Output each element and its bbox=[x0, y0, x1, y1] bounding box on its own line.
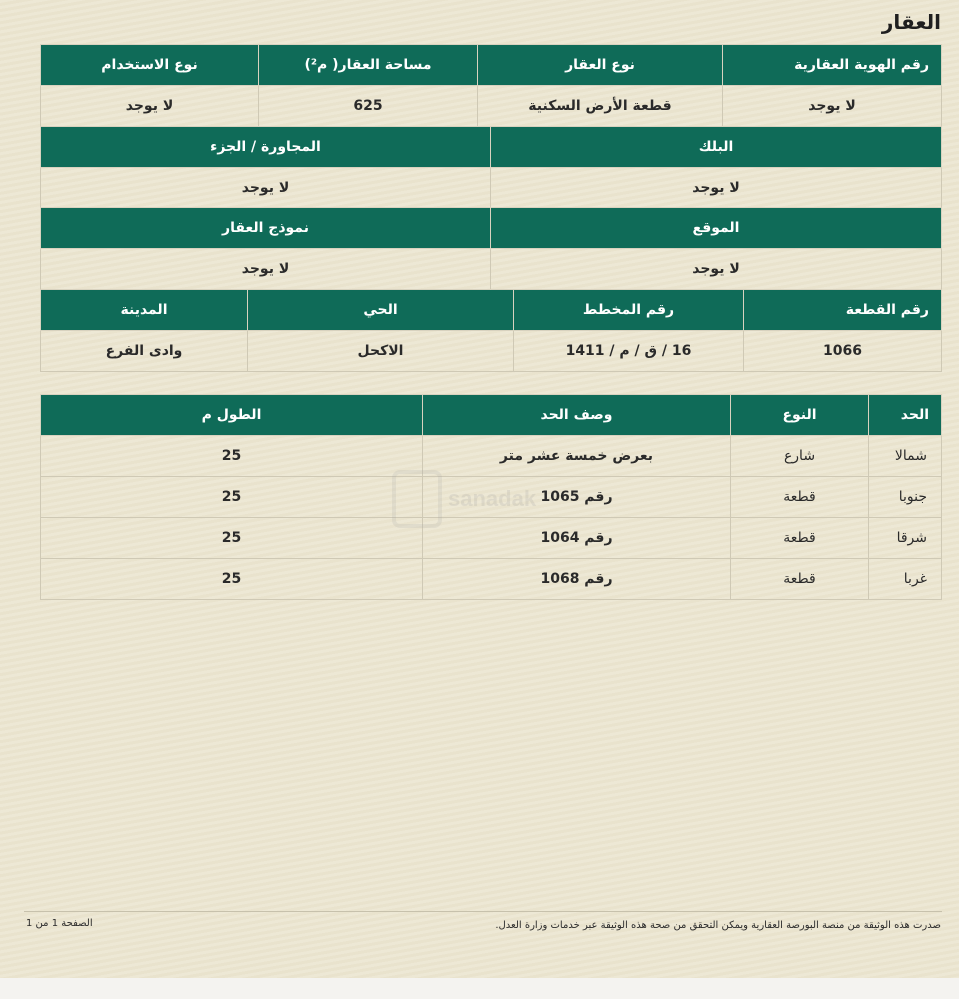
plot-table bbox=[40, 289, 942, 372]
value-city: وادى الفرع bbox=[41, 331, 248, 372]
value-property-area: 625 bbox=[259, 86, 478, 127]
header-neighborhood-part: المجاورة / الجزء bbox=[41, 127, 491, 168]
value-property-model: لا يوجد bbox=[41, 249, 491, 290]
block-table bbox=[40, 126, 942, 209]
header-district: الحي bbox=[248, 290, 514, 331]
header-scheme-number: رقم المخطط bbox=[514, 290, 744, 331]
header-boundary: الحد bbox=[869, 395, 942, 436]
boundary-description: رقم 1068 bbox=[423, 559, 731, 600]
header-usage-type: نوع الاستخدام bbox=[41, 45, 259, 86]
value-neighborhood-part: لا يوجد bbox=[41, 168, 491, 209]
boundary-type: قطعة bbox=[731, 477, 869, 518]
boundary-direction: جنوبا bbox=[869, 477, 942, 518]
boundary-length: 25 bbox=[41, 477, 423, 518]
watermark-text: sanadak bbox=[448, 486, 537, 511]
value-plot-number: 1066 bbox=[744, 331, 942, 372]
value-location: لا يوجد bbox=[491, 249, 942, 290]
boundary-direction: شمالا bbox=[869, 436, 942, 477]
header-length: الطول م bbox=[41, 395, 423, 436]
header-property-area: مساحة العقار( م²) bbox=[259, 45, 478, 86]
footer-divider bbox=[24, 911, 942, 912]
table-row bbox=[41, 559, 942, 600]
boundary-length: 25 bbox=[41, 559, 423, 600]
boundary-length: 25 bbox=[41, 518, 423, 559]
header-property-id: رقم الهوية العقارية bbox=[723, 45, 942, 86]
boundary-description: رقم 1065 bbox=[423, 477, 731, 518]
value-scheme-number: 16 / ق / م / 1411 bbox=[514, 331, 744, 372]
header-plot-number: رقم القطعة bbox=[744, 290, 942, 331]
header-property-model: نموذج العقار bbox=[41, 208, 491, 249]
boundary-type: شارع bbox=[731, 436, 869, 477]
boundary-type: قطعة bbox=[731, 518, 869, 559]
location-table bbox=[40, 207, 942, 290]
value-property-type: قطعة الأرض السكنية bbox=[478, 86, 723, 127]
header-block: البلك bbox=[491, 127, 942, 168]
boundary-direction: غربا bbox=[869, 559, 942, 600]
boundary-length: 25 bbox=[41, 436, 423, 477]
boundary-type: قطعة bbox=[731, 559, 869, 600]
watermark bbox=[392, 470, 536, 528]
header-city: المدينة bbox=[41, 290, 248, 331]
header-boundary-type: النوع bbox=[731, 395, 869, 436]
property-info-table bbox=[40, 44, 942, 127]
value-property-id: لا يوجد bbox=[723, 86, 942, 127]
value-block: لا يوجد bbox=[491, 168, 942, 209]
value-usage-type: لا يوجد bbox=[41, 86, 259, 127]
boundary-direction: شرقا bbox=[869, 518, 942, 559]
boundary-description: بعرض خمسة عشر متر bbox=[423, 436, 731, 477]
header-location: الموقع bbox=[491, 208, 942, 249]
section-title: العقار bbox=[881, 10, 941, 34]
value-district: الاكحل bbox=[248, 331, 514, 372]
footer-issued-note: صدرت هذه الوثيقة من منصة البورصة العقارية ويمكن التحقق من صحة هذه الوثيقة عبر خدمات وزارة العدل. bbox=[495, 920, 941, 931]
building-icon bbox=[392, 470, 442, 528]
page-bottom-margin bbox=[0, 978, 959, 999]
page-number: الصفحة 1 من 1 bbox=[26, 918, 93, 929]
boundary-description: رقم 1064 bbox=[423, 518, 731, 559]
header-boundary-description: وصف الحد bbox=[423, 395, 731, 436]
header-property-type: نوع العقار bbox=[478, 45, 723, 86]
